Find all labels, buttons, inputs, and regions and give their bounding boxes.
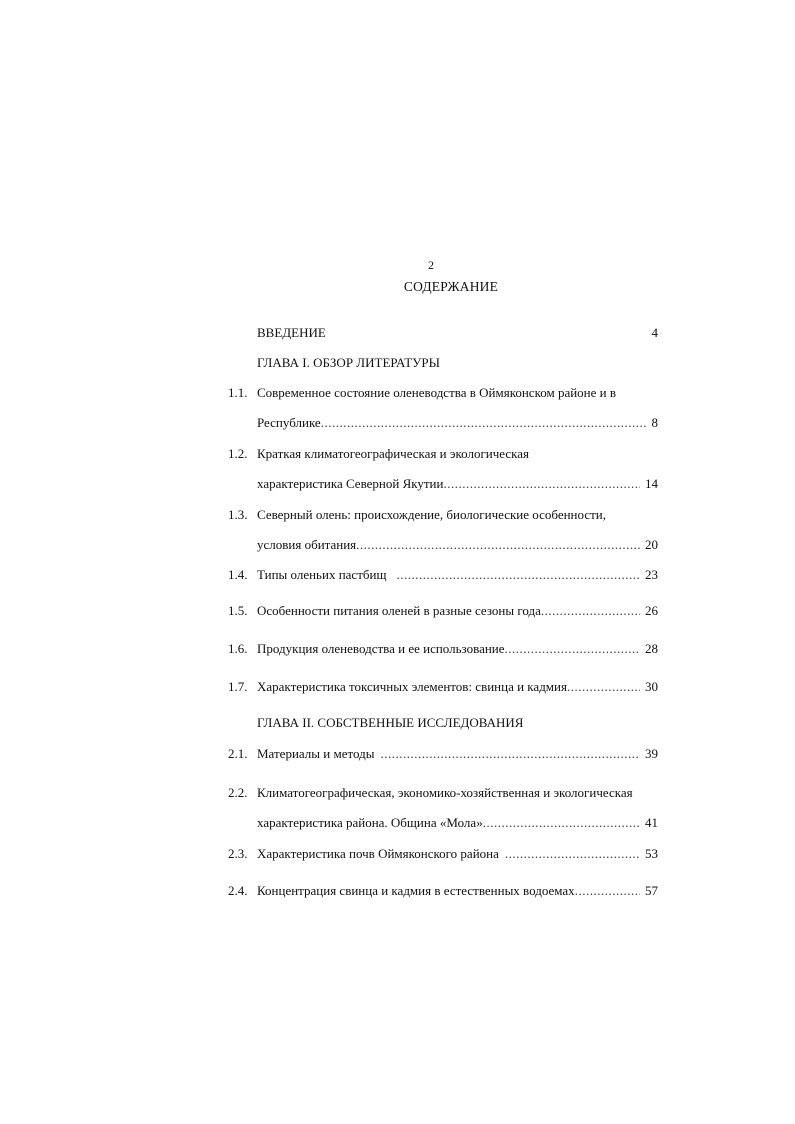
- toc-item-title-cont: характеристика района. Община «Мола»: [257, 815, 483, 830]
- toc-item-leader-row: [257, 476, 658, 492]
- toc-chapter-2: ГЛАВА II. СОБСТВЕННЫЕ ИССЛЕДОВАНИЯ: [257, 715, 524, 730]
- toc-item-number: 1.1.: [228, 385, 248, 400]
- toc-intro: [257, 325, 658, 341]
- toc-item-number: 1.4.: [228, 567, 248, 582]
- toc-item-leader-row: [257, 567, 658, 583]
- toc-item-page: 14: [645, 476, 658, 491]
- toc-item-number: 2.3.: [228, 846, 248, 861]
- toc-item-number: 1.7.: [228, 679, 248, 694]
- toc-item-title: Краткая климатогеографическая и экологическая: [257, 446, 529, 461]
- toc-item-title: Характеристика токсичных элементов: свинца и кадмия: [257, 679, 567, 694]
- toc-item-page: 41: [645, 815, 658, 830]
- toc-item-page: 30: [645, 679, 658, 694]
- dot-leader: [321, 415, 647, 431]
- toc-item-page: 53: [645, 846, 658, 861]
- toc-item-number: 1.5.: [228, 603, 248, 618]
- toc-item-leader-row: [257, 883, 658, 899]
- toc-item-title: Современное состояние оленеводства в Оймяконском районе и в: [257, 385, 617, 400]
- dot-leader: [386, 567, 640, 583]
- dot-leader: [567, 679, 640, 695]
- toc-item-leader-row: [257, 846, 658, 862]
- dot-leader: [505, 641, 640, 657]
- toc-item-page: 26: [645, 603, 658, 618]
- toc-item-title: Особенности питания оленей в разные сезоны года: [257, 603, 541, 618]
- toc-item-title-cont: Республике: [257, 415, 321, 430]
- toc-item-leader-row: [257, 415, 658, 431]
- dot-leader: [575, 883, 640, 899]
- toc-item-number: 1.3.: [228, 507, 248, 522]
- toc-item-title: Климатогеографическая, экономико-хозяйственная и экологическая: [257, 785, 633, 800]
- toc-item-leader-row: [257, 603, 658, 619]
- toc-item-page: 39: [645, 746, 658, 761]
- toc-item-page: 23: [645, 567, 658, 582]
- toc-intro-page: 4: [651, 325, 658, 340]
- dot-leader: [374, 746, 640, 762]
- toc-item-page: 28: [645, 641, 658, 656]
- toc-item-title: Характеристика почв Оймяконского района: [257, 846, 499, 861]
- dot-leader: [499, 846, 640, 862]
- toc-item-number: 2.2.: [228, 785, 248, 800]
- toc-item-title: Концентрация свинца и кадмия в естественных водоемах: [257, 883, 575, 898]
- toc-item-title: Типы оленьих пастбищ: [257, 567, 387, 582]
- toc-item-title: Продукция оленеводства и ее использование: [257, 641, 505, 656]
- toc-item-leader-row: [257, 679, 658, 695]
- dot-leader: [443, 476, 640, 492]
- toc-chapter-1: ГЛАВА I. ОБЗОР ЛИТЕРАТУРЫ: [257, 355, 440, 370]
- toc-item-leader-row: [257, 815, 658, 831]
- toc-item-page: 20: [645, 537, 658, 552]
- toc-item-leader-row: [257, 641, 658, 657]
- dot-leader: [356, 537, 640, 553]
- toc-item-page: 57: [645, 883, 658, 898]
- dot-leader: [483, 815, 640, 831]
- toc-item-title-cont: условия обитания: [257, 537, 357, 552]
- toc-intro-label: ВВЕДЕНИЕ: [257, 325, 326, 340]
- toc-title: СОДЕРЖАНИЕ: [403, 279, 499, 294]
- toc-item-number: 2.1.: [228, 746, 248, 761]
- toc-item-title-cont: характеристика Северной Якутии: [257, 476, 444, 491]
- toc-item-number: 1.2.: [228, 446, 248, 461]
- toc-item-title: Материалы и методы: [257, 746, 375, 761]
- toc-item-leader-row: [257, 746, 658, 762]
- dot-leader: [541, 603, 640, 619]
- toc-item-number: 2.4.: [228, 883, 248, 898]
- toc-item-number: 1.6.: [228, 641, 248, 656]
- toc-item-title: Северный олень: происхождение, биологические особенности,: [257, 507, 606, 522]
- toc-item-page: 8: [651, 415, 658, 430]
- page-number: 2: [428, 258, 434, 272]
- toc-item-leader-row: [257, 537, 658, 553]
